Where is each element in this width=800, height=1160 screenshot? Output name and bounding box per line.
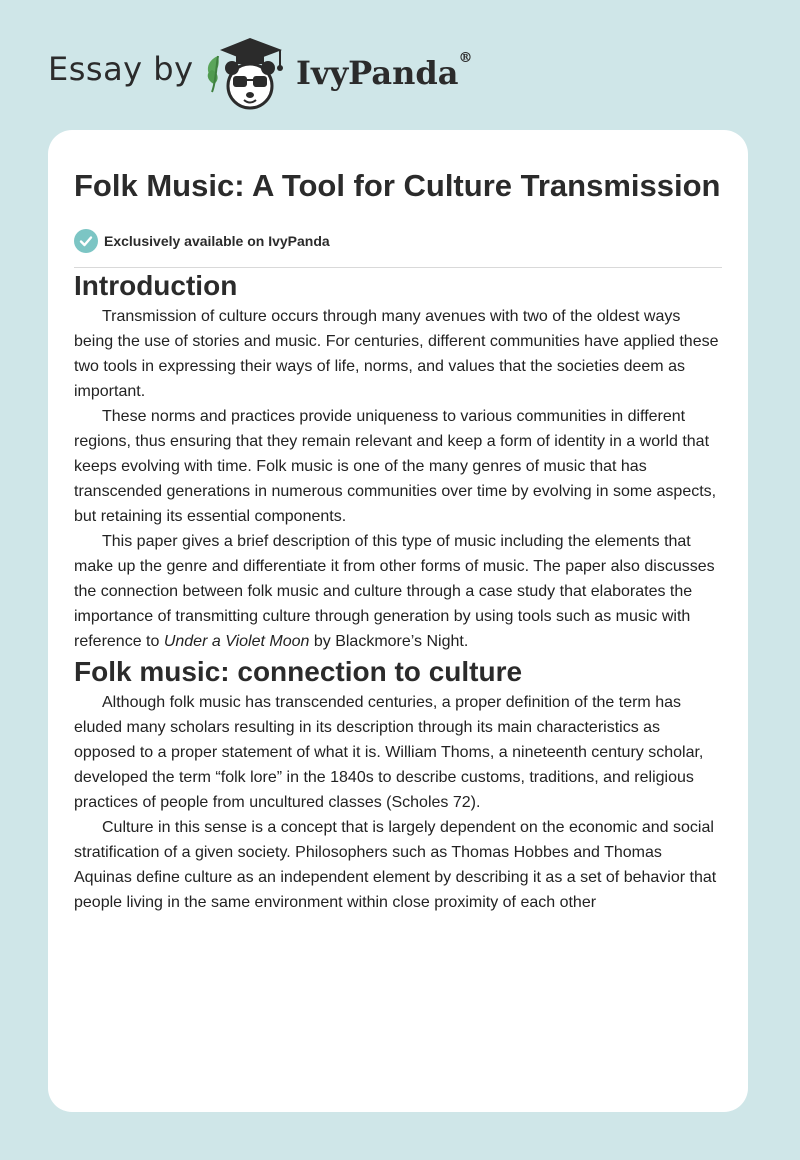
paragraph-text: This paper gives a brief description of this type of music including the elements that make up the genre and differentiate it from other forms of music. The paper also discusses the connection between folk music and culture through a case study that elaborates the importance of transmitting culture through generation by using tools such as music with reference to [74, 533, 715, 650]
check-circle-icon [74, 229, 98, 253]
section-heading-introduction: Introduction [74, 270, 238, 301]
paragraph: These norms and practices provide uniqueness to various communities in different regions, thus ensuring that they remain relevant and keep a form of identity in a world that keeps evolving with time. Folk music is one of the many genres of music that has transcended generations in numerous communities over time by evolving in some aspects, but retaining its essential components. [74, 408, 717, 525]
paragraph: Transmission of culture occurs through many avenues with two of the oldest ways being the use of stories and music. For centuries, different communities have applied these two tools in expressing their ways of life, norms, and values that the societies deem as important. [74, 308, 719, 400]
paragraph [74, 529, 722, 654]
brand-name[interactable]: IvyPanda® [296, 50, 473, 92]
paragraph-text: by Blackmore’s Night. [309, 633, 469, 650]
article-content [74, 164, 722, 915]
section-heading-folk-music: Folk music: connection to culture [74, 656, 523, 687]
exclusive-badge-text: Exclusively available on IvyPanda [104, 233, 330, 249]
exclusive-badge [74, 228, 722, 254]
song-title: Under a Violet Moon [163, 633, 310, 650]
article-card [48, 130, 748, 1112]
article-title: Folk Music: A Tool for Culture Transmission [74, 168, 721, 203]
paragraph: Culture in this sense is a concept that is largely dependent on the economic and social stratification of a given society. Philosophers such as Thomas Hobbes and Thomas Aquinas define culture as an independent element by describing it as a set of behavior that people living in the same environment within close proximity of each other [74, 819, 717, 911]
panda-graduate-logo-icon[interactable] [200, 32, 292, 112]
paragraph: Although folk music has transcended centuries, a proper definition of the term has eluded many scholars resulting in its description through its main characteristics as opposed to a proper statement of what it is. William Thoms, a nineteenth century scholar, developed the term “folk lore” in the 1840s to describe customs, traditions, and religious practices of people from uncultured classes (Scholes 72). [74, 694, 704, 811]
site-header [0, 0, 800, 130]
brand-prefix: Essay by [48, 50, 194, 88]
registered-mark: ® [458, 50, 473, 66]
